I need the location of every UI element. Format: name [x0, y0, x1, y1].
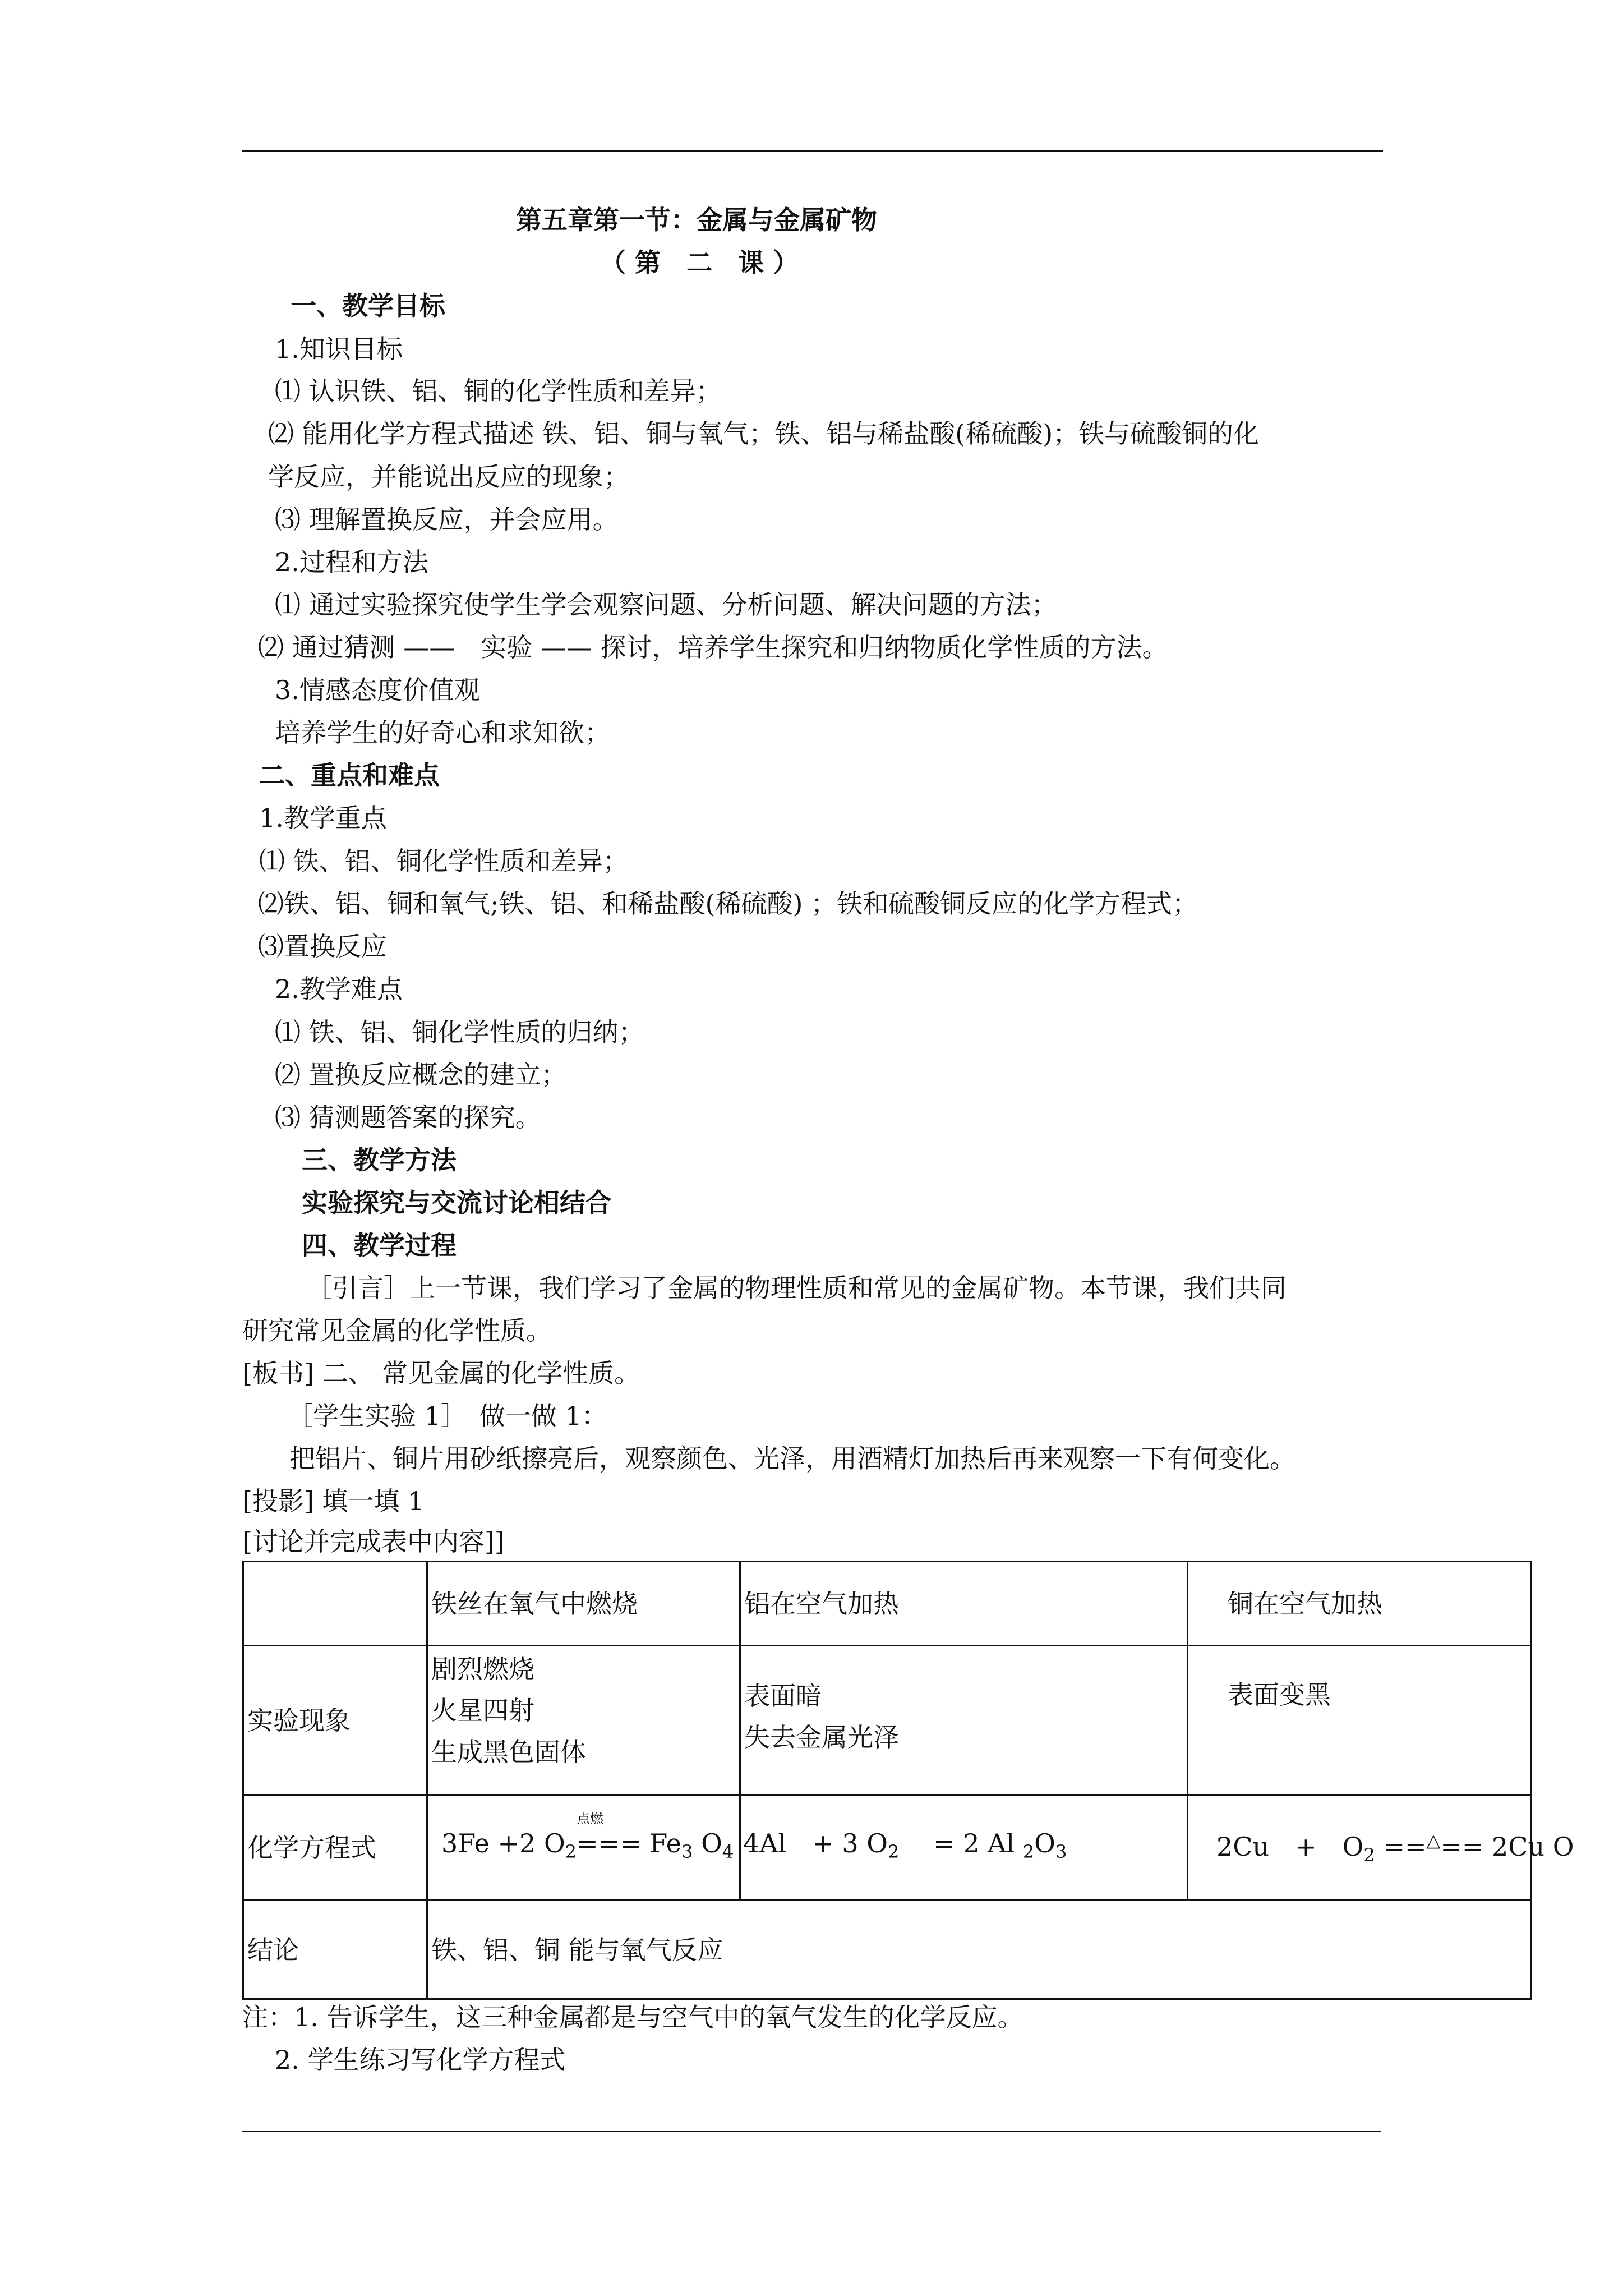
- emotion-goal-1: 培养学生的好奇心和求知欲；: [275, 717, 610, 748]
- page-subtitle: （ 第 二 课 ）: [600, 247, 799, 278]
- knowledge-goal-2a: ⑵ 能用化学方程式描述 铁、铝、铜与氧气；铁、铝与稀盐酸(稀硫酸)；铁与硫酸铜的化: [268, 418, 1260, 449]
- fe-eq-arrow: ===: [577, 1828, 642, 1858]
- reaction-table: [242, 1561, 1574, 2000]
- cu-eq-lhs-sub: 2: [1363, 1844, 1375, 1866]
- aluminum-phenomenon-2: 失去金属光泽: [744, 1722, 899, 1752]
- cu-eq-lhs: 2Cu + O: [1216, 1831, 1364, 1862]
- top-rule: [242, 150, 1383, 152]
- discussion-note: [讨论并完成表中内容]]: [242, 1526, 505, 1557]
- bottom-rule: [242, 2131, 1381, 2132]
- process-goal-title: 2.过程和方法: [275, 547, 428, 577]
- process-goal-1: ⑴ 通过实验探究使学生学会观察问题、分析问题、解决问题的方法；: [275, 590, 1057, 620]
- teaching-method: 实验探究与交流讨论相结合: [302, 1188, 611, 1218]
- page-title: 第五章第一节：金属与金属矿物: [516, 205, 877, 235]
- fe-eq-lhs: 3Fe +2 O: [441, 1828, 565, 1858]
- iron-phenomenon-3: 生成黑色固体: [431, 1737, 586, 1767]
- header-aluminum: 铝在空气加热: [740, 1562, 1188, 1646]
- difficulty-title: 2.教学难点: [275, 974, 403, 1004]
- projection-note: [投影] 填一填 1: [242, 1486, 425, 1516]
- key-point-2: ⑵铁、铝、铜和氧气;铁、铝、和稀盐酸(稀硫酸) ；铁和硫酸铜反应的化学方程式；: [258, 889, 1198, 919]
- header-copper: 铜在空气加热: [1188, 1562, 1531, 1646]
- al-eq-lhs-sub: 2: [887, 1841, 900, 1863]
- fe-eq-rhs: Fe: [641, 1828, 682, 1858]
- key-points-title: 1.教学重点: [259, 803, 387, 833]
- aluminum-phenomenon: [740, 1646, 1188, 1795]
- iron-phenomenon-2: 火星四射: [431, 1695, 534, 1726]
- section2-heading: 二、重点和难点: [259, 760, 440, 790]
- note-1: 注：1. 告诉学生，这三种金属都是与空气中的氧气发生的化学反应。: [242, 2002, 1023, 2032]
- header-empty: [243, 1562, 427, 1646]
- table-row-phenomenon: [243, 1646, 1531, 1795]
- knowledge-goal-1: ⑴ 认识铁、铝、铜的化学性质和差异；: [275, 376, 722, 406]
- emotion-goal-title: 3.情感态度价值观: [275, 675, 480, 705]
- copper-equation: [1188, 1795, 1574, 1901]
- iron-phenomenon: [427, 1646, 740, 1795]
- difficulty-1: ⑴ 铁、铝、铜化学性质的归纳；: [275, 1017, 644, 1047]
- experiment-instructions: 把铝片、铜片用砂纸擦亮后，观察颜色、光泽，用酒精灯加热后再来观察一下有何变化。: [289, 1443, 1295, 1474]
- header-iron: 铁丝在氧气中燃烧: [427, 1562, 740, 1646]
- fe-eq-condition: 点燃: [577, 1810, 604, 1826]
- row-label-phenomenon: 实验现象: [243, 1646, 427, 1795]
- al-eq-sub1: 2: [1022, 1841, 1035, 1863]
- section3-heading: 三、教学方法: [302, 1145, 457, 1175]
- copper-phenomenon: 表面变黑: [1188, 1646, 1531, 1795]
- cu-eq-arrow-a: ==: [1375, 1831, 1427, 1862]
- intro-line-2: 研究常见金属的化学性质。: [242, 1315, 552, 1346]
- cu-eq-arrow-b: == 2Cu O: [1440, 1831, 1574, 1862]
- row-label-equation: 化学方程式: [243, 1795, 427, 1901]
- knowledge-goal-3: ⑶ 理解置换反应，并会应用。: [275, 504, 619, 535]
- fe-eq-lhs-sub: 2: [565, 1841, 577, 1863]
- aluminum-equation: [740, 1795, 1188, 1901]
- al-eq-o: O: [1034, 1828, 1055, 1858]
- section4-heading: 四、教学过程: [302, 1230, 457, 1260]
- key-point-1: ⑴ 铁、铝、铜化学性质和差异；: [259, 846, 629, 876]
- board-note: [板书] 二、 常见金属的化学性质。: [242, 1358, 640, 1388]
- table-header-row: [243, 1562, 1531, 1646]
- note-2: 2. 学生练习写化学方程式: [275, 2045, 566, 2075]
- knowledge-goal-title: 1.知识目标: [275, 334, 403, 364]
- fe-eq-rhs-sub1: 3: [681, 1841, 693, 1863]
- row-label-conclusion: 结论: [243, 1901, 427, 1999]
- iron-phenomenon-1: 剧烈燃烧: [431, 1654, 534, 1684]
- difficulty-2: ⑵ 置换反应概念的建立；: [275, 1060, 567, 1090]
- process-goal-2: ⑵ 通过猜测 —— 实验 —— 探讨，培养学生探究和归纳物质化学性质的方法。: [258, 632, 1168, 662]
- conclusion-text: 铁、铝、铜 能与氧气反应: [427, 1901, 1531, 1999]
- fe-eq-rhs-sub2: 4: [722, 1841, 734, 1863]
- section1-heading: 一、教学目标: [291, 291, 445, 321]
- iron-equation: [427, 1795, 740, 1901]
- table-row-equation: [243, 1795, 1531, 1901]
- table-row-conclusion: [243, 1901, 1531, 1999]
- aluminum-phenomenon-1: 表面暗: [744, 1680, 822, 1711]
- fe-eq-rhs-mid: O: [693, 1828, 722, 1858]
- al-eq-lhs: 4Al + 3 O: [743, 1828, 888, 1858]
- intro-line-1: ［引言］上一节课，我们学习了金属的物理性质和常见的金属矿物。本节课，我们共同: [306, 1273, 1287, 1303]
- knowledge-goal-2b: 学反应，并能说出反应的现象；: [268, 462, 629, 492]
- key-point-3: ⑶置换反应: [258, 931, 387, 961]
- cu-eq-condition: △: [1426, 1829, 1441, 1851]
- al-eq-mid: = 2 Al: [899, 1828, 1023, 1858]
- difficulty-3: ⑶ 猜测题答案的探究。: [275, 1102, 541, 1133]
- al-eq-sub2: 3: [1055, 1841, 1067, 1863]
- student-experiment-1: ［学生实验 1］ 做一做 1：: [287, 1401, 607, 1431]
